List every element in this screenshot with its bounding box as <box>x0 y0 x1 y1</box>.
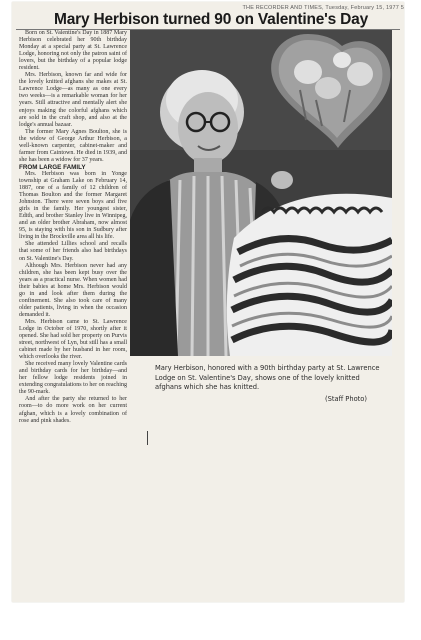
photo-credit: (Staff Photo) <box>325 395 367 403</box>
article-paragraph: Mrs. Herbison, known far and wide for the lovely knitted afghans she makes at St. Lawrence Lodge—as many as one every two weeks—is a remarkable woman for her years. Still attractive and mentally alert she enjoys making the colorful afghans which are sold in the craft shop, and also at the lodge's annual bazaar. <box>19 72 127 128</box>
article-paragraph: Born on St. Valentine's Day in 1887 Mary Herbison celebrated her 90th birthday Monday at a special party at St. Lawrence Lodge, honoring not only the patron saint of lovers, but the birthday of a popular lodge resident. <box>19 30 127 72</box>
article-paragraph: She attended Lillies school and recalls that some of her friends also had birthdays on St. Valentine's Day. <box>19 241 127 262</box>
article-paragraph: Mrs. Herbison was born in Yonge township at Graham Lake on February 14, 1887, one of a family of 12 children of Thomas Boulton and the former Margaret Johnston. There were seven boys and five girls in the family. Her youngest sister, Edith, and brother Stanley live in Winnipeg, and an older brother Abraham, now almost 95, is staying with his son in Sudbury after living in the Brockville area all his life. <box>19 170 127 241</box>
newspaper-masthead: THE RECORDER AND TIMES, Tuesday, February 15, 1977 5 <box>242 5 404 11</box>
portrait-photo-image <box>130 30 392 356</box>
article-paragraph: She received many lovely Valentine cards and birthday cards for her birthday—and her fellow lodge residents joined in extending congratulations to her on reaching the 90-mark. <box>19 361 127 396</box>
article-paragraph: And after the party she returned to her room—to do more work on her current afghan, which is a lovely combination of rose and pink shades. <box>19 396 127 424</box>
portrait-photo <box>130 30 392 356</box>
article-column <box>19 30 127 595</box>
article-paragraph: Although Mrs. Herbison never had any children, she has been kept busy over the years as a practical nurse. When women had their babies at home Mrs. Herbison would go in and look after them during the confinement. She also took care of many older patients, living in when the occasion demanded it. <box>19 262 127 318</box>
column-marker <box>147 431 148 445</box>
article-subhead: FROM LARGE FAMILY <box>19 163 86 171</box>
article-paragraph: The former Mary Agnes Boulton, she is the widow of George Arthur Herbison, a well-known carpenter, cabinet-maker and farmer from Caintown. He died in 1939, and she has been a widow for 37 years. <box>19 128 127 163</box>
article-paragraph: Mrs. Herbison came to St. Lawrence Lodge in October of 1970, shortly after it opened. She had sold her property on Purvis street, northwest of Lyn, but still has a small cabinet made by her husband in her room, which overlooks the river. <box>19 318 127 361</box>
headline: Mary Herbison turned 90 on Valentine's Day <box>54 11 368 28</box>
photo-caption: Mary Herbison, honored with a 90th birthday party at St. Lawrence Lodge on St. Valentine's Day, shows one of the lovely knitted afghans which she has knitted. <box>155 364 380 391</box>
